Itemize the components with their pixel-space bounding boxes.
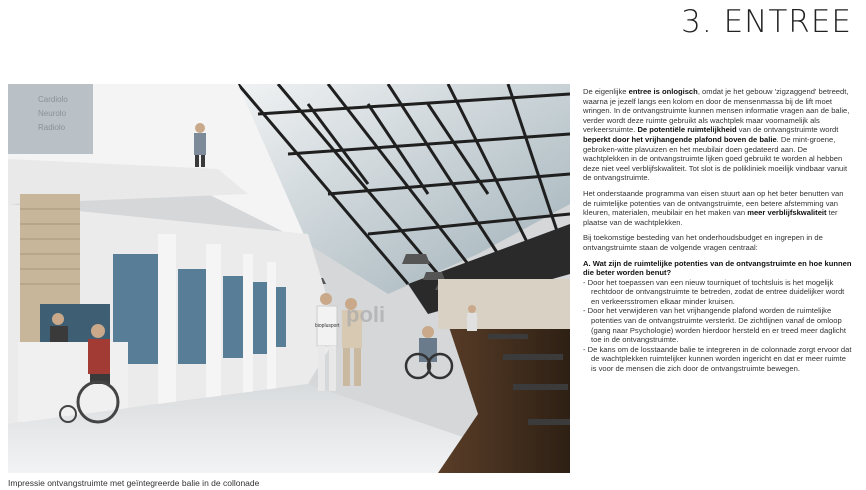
- body-text: [583, 87, 853, 374]
- question-a: A. Wat zijn de ruimtelijke potenties van de ontvangstruimte en hoe kunnen die beter worden benut?: [583, 258, 852, 278]
- list-item: - Door het toepassen van een nieuw tourniquet of tochtsluis is het mogelijk rechtdoor de ontvangstruimte te betreden, zodat de entree duidelijker wordt en verkeersstromen elkaar minder kruisen.: [583, 277, 845, 306]
- paragraph-3: Bij toekomstige besteding van het onderhoudsbudget en ingrepen in de ontvangstruimte staan de volgende vragen centraal:: [583, 233, 823, 252]
- shirt-label: bioplusport: [315, 323, 340, 329]
- wall-sign-3: Radiolo: [38, 123, 66, 132]
- render-illustration: [8, 84, 570, 473]
- wall-sign-1: Cardiolo: [38, 95, 68, 104]
- paragraph-1: De eigenlijke entree is onlogisch, omdat je het gebouw 'zigzaggend' betreedt, waarna je jezelf langs een kolom en door de mensenmassa bij de lift moet wringen. In de ontvangstruimte kunnen mensen informatie vragen aan de balie, verder wordt deze ruimte gebruikt als wachtplek maar voornamelijk als verkeersruimte. De potentiële ruimtelijkheid van de ontvangstruimte wordt beperkt door het vrijhangende plafond boven de balie. De mint-groene, gebroken-witte plavuizen en het meubilair doen gedateerd aan. De wachtplekken in de ontvangstruimte lijken goed gebruikt te worden al hebben deze niet veel verblijfskwaliteit. Tot slot is de polikliniek moeilijk vindbaar vanuit de ontvangstruimte.: [583, 87, 850, 183]
- person-distant: [467, 305, 477, 331]
- wall-sign-2: Neurolo: [38, 109, 67, 118]
- right-bay: [438, 279, 570, 329]
- poli-sign: poli: [346, 302, 386, 327]
- reception-counter: [18, 342, 128, 422]
- list-item: - Door het verwijderen van het vrijhangende plafond worden de ruimtelijke potenties van de ontvangstruimte versterkt. De zichtlijnen vanaf de omloop (gang naar Psychologie) worden hierdoor hersteld en er treed meer daglicht toe in de ontvangstruimte.: [583, 306, 846, 345]
- list-item: - De kans om de losstaande balie te integreren in de colonnade zorgt ervoor dat de wachtplekken ruimtelijker kunnen worden ingericht en dat er meer ruimte is voor de mensen die zich door de ontvangstruimte bewegen.: [583, 344, 852, 374]
- entrance-render: [8, 84, 570, 473]
- image-caption: Impressie ontvangstruimte met geïntegreerde balie in de collonade: [8, 478, 260, 488]
- paragraph-2: Het onderstaande programma van eisen stuurt aan op het beter benutten van de ruimtelijke potenties van de ontvangstruimte, een betere afstemming van kleuren, materialen, meubilair en het maken van meer verblijfskwaliteit ter plaatse van de wachtplekken.: [583, 188, 844, 227]
- page-title: 3. ENTREE: [681, 4, 852, 40]
- bullet-list: [583, 278, 853, 374]
